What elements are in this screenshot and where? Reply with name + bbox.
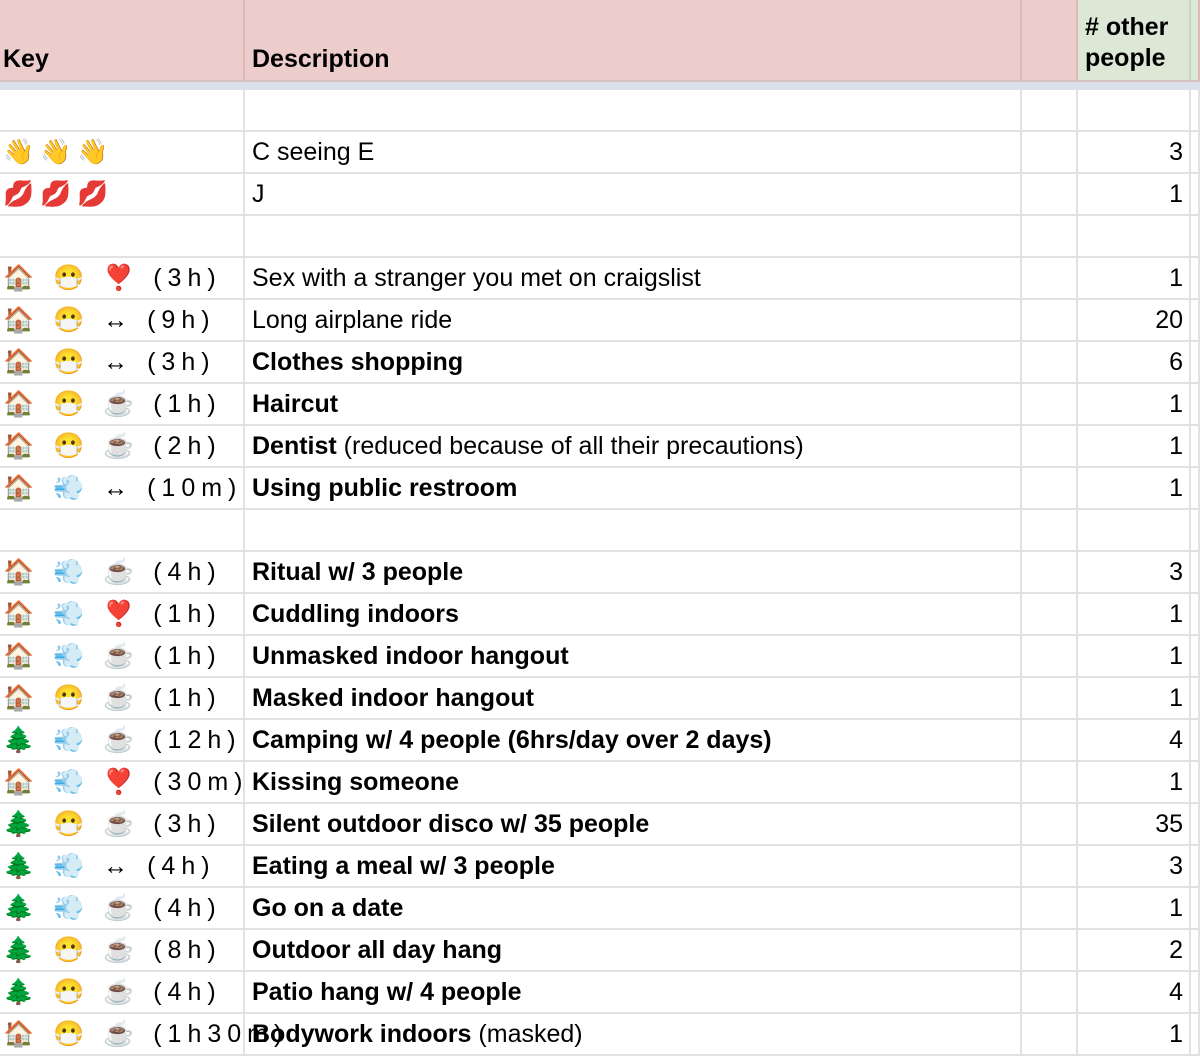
table-body xyxy=(0,90,1200,1056)
description-bold: Go on a date xyxy=(252,893,404,922)
key-cell[interactable] xyxy=(0,720,245,760)
next-cell[interactable] xyxy=(1191,258,1200,298)
description-bold: Unmasked indoor hangout xyxy=(252,641,569,670)
key-emoji-icons: 🏠 😷 ☕ (1h) xyxy=(3,683,222,712)
description-cell[interactable] xyxy=(245,132,1022,172)
description-cell[interactable] xyxy=(245,1014,1022,1054)
next-cell[interactable] xyxy=(1191,720,1200,760)
table-row xyxy=(0,594,1200,636)
table-row xyxy=(0,300,1200,342)
next-cell[interactable] xyxy=(1191,888,1200,928)
description-bold: Ritual w/ 3 people xyxy=(252,557,464,586)
next-cell[interactable] xyxy=(1191,1014,1200,1054)
table-row xyxy=(0,762,1200,804)
table-row xyxy=(0,510,1200,552)
description-cell[interactable] xyxy=(245,930,1022,970)
key-emoji-icons: 🏠 💨 ☕ (4h) xyxy=(3,557,222,586)
other-people-cell[interactable]: 1 xyxy=(1078,1014,1191,1054)
key-cell[interactable] xyxy=(0,384,245,424)
description-bold: Silent outdoor disco w/ 35 people xyxy=(252,809,650,838)
description-text: C seeing E xyxy=(252,137,375,166)
key-emoji-icons: 🏠 😷 ↔ (9h) xyxy=(3,305,216,334)
empty-cell[interactable] xyxy=(1022,678,1078,718)
description-cell[interactable] xyxy=(245,720,1022,760)
other-people-cell[interactable] xyxy=(1078,510,1191,550)
description-text: Sex with a stranger you met on craigslist xyxy=(252,263,701,292)
key-cell[interactable] xyxy=(0,1014,289,1054)
key-emoji-icons: 🏠 💨 ↔ (10m) xyxy=(3,473,243,502)
description-cell[interactable] xyxy=(245,342,1022,382)
description-bold: Dentist xyxy=(252,431,337,460)
key-cell[interactable] xyxy=(0,594,245,634)
key-emoji-icons: 🌲 😷 ☕ (3h) xyxy=(3,809,222,838)
description-cell[interactable] xyxy=(245,972,1022,1012)
empty-cell[interactable] xyxy=(1022,930,1078,970)
description-bold: Haircut xyxy=(252,389,339,418)
table-row xyxy=(0,216,1200,258)
empty-cell[interactable] xyxy=(1022,510,1078,550)
empty-cell[interactable] xyxy=(1022,1014,1078,1054)
next-cell[interactable] xyxy=(1191,384,1200,424)
key-emoji-icons: 👋👋👋 xyxy=(3,137,115,166)
table-row xyxy=(0,1014,1200,1056)
key-cell[interactable] xyxy=(0,846,245,886)
description-cell[interactable] xyxy=(245,888,1022,928)
other-people-cell[interactable]: 3 xyxy=(1078,552,1191,592)
empty-cell[interactable] xyxy=(1022,552,1078,592)
next-cell[interactable] xyxy=(1191,846,1200,886)
key-cell[interactable] xyxy=(0,972,245,1012)
next-cell[interactable] xyxy=(1191,762,1200,802)
key-cell[interactable] xyxy=(0,510,245,550)
table-row xyxy=(0,846,1200,888)
key-cell[interactable] xyxy=(0,762,249,802)
description-cell[interactable] xyxy=(245,300,1022,340)
description-cell[interactable] xyxy=(245,258,1022,298)
header-description[interactable]: Description xyxy=(245,0,1022,80)
other-people-cell[interactable]: 3 xyxy=(1078,846,1191,886)
empty-cell[interactable] xyxy=(1022,300,1078,340)
description-text: J xyxy=(252,179,265,208)
empty-cell[interactable] xyxy=(1022,846,1078,886)
key-cell[interactable] xyxy=(0,804,245,844)
next-cell[interactable] xyxy=(1191,90,1200,130)
table-row xyxy=(0,342,1200,384)
empty-cell[interactable] xyxy=(1022,258,1078,298)
key-cell[interactable] xyxy=(0,300,245,340)
empty-cell[interactable] xyxy=(1022,216,1078,256)
key-cell[interactable] xyxy=(0,888,245,928)
description-cell[interactable] xyxy=(245,636,1022,676)
description-bold: Patio hang w/ 4 people xyxy=(252,977,522,1006)
empty-cell[interactable] xyxy=(1022,384,1078,424)
table-row xyxy=(0,132,1200,174)
key-emoji-icons: 🏠 😷 ↔ (3h) xyxy=(3,347,216,376)
description-cell[interactable] xyxy=(245,678,1022,718)
next-cell[interactable] xyxy=(1191,804,1200,844)
table-row xyxy=(0,426,1200,468)
table-row xyxy=(0,552,1200,594)
next-cell[interactable] xyxy=(1191,216,1200,256)
key-emoji-icons: 🌲 😷 ☕ (8h) xyxy=(3,935,222,964)
description-bold: Camping w/ 4 people (6hrs/day over 2 days) xyxy=(252,725,772,754)
empty-cell[interactable] xyxy=(1022,90,1078,130)
header-next[interactable] xyxy=(1191,0,1200,80)
other-people-cell[interactable]: 1 xyxy=(1078,888,1191,928)
next-cell[interactable] xyxy=(1191,342,1200,382)
header-empty[interactable] xyxy=(1022,0,1078,80)
description-text: Long airplane ride xyxy=(252,305,453,334)
next-cell[interactable] xyxy=(1191,930,1200,970)
key-cell[interactable] xyxy=(0,174,245,214)
key-cell[interactable] xyxy=(0,552,245,592)
key-cell[interactable] xyxy=(0,930,245,970)
next-cell[interactable] xyxy=(1191,174,1200,214)
other-people-cell[interactable]: 1 xyxy=(1078,468,1191,508)
description-cell[interactable] xyxy=(245,426,1022,466)
other-people-cell[interactable]: 35 xyxy=(1078,804,1191,844)
key-cell[interactable] xyxy=(0,258,245,298)
empty-cell[interactable] xyxy=(1022,174,1078,214)
other-people-cell[interactable]: 1 xyxy=(1078,594,1191,634)
other-people-cell[interactable]: 1 xyxy=(1078,174,1191,214)
table-row xyxy=(0,90,1200,132)
other-people-cell[interactable]: 6 xyxy=(1078,342,1191,382)
next-cell[interactable] xyxy=(1191,300,1200,340)
table-row xyxy=(0,468,1200,510)
key-cell[interactable] xyxy=(0,636,245,676)
key-emoji-icons: 🌲 😷 ☕ (4h) xyxy=(3,977,222,1006)
description-bold: Eating a meal w/ 3 people xyxy=(252,851,555,880)
next-cell[interactable] xyxy=(1191,468,1200,508)
description-bold: Kissing someone xyxy=(252,767,459,796)
other-people-cell[interactable]: 4 xyxy=(1078,972,1191,1012)
description-cell[interactable] xyxy=(245,510,1022,550)
next-cell[interactable] xyxy=(1191,636,1200,676)
key-emoji-icons: 🏠 😷 ☕ (1h30m) xyxy=(3,1019,289,1048)
table-row xyxy=(0,888,1200,930)
key-cell[interactable] xyxy=(0,678,245,718)
description-bold: Cuddling indoors xyxy=(252,599,459,628)
other-people-cell[interactable]: 20 xyxy=(1078,300,1191,340)
description-text: (masked) xyxy=(471,1019,583,1048)
description-bold: Bodywork indoors xyxy=(252,1019,472,1048)
table-row xyxy=(0,258,1200,300)
description-bold: Masked indoor hangout xyxy=(252,683,534,712)
empty-cell[interactable] xyxy=(1022,762,1078,802)
other-people-cell[interactable] xyxy=(1078,216,1191,256)
empty-cell[interactable] xyxy=(1022,636,1078,676)
table-row xyxy=(0,930,1200,972)
other-people-cell[interactable]: 1 xyxy=(1078,426,1191,466)
next-cell[interactable] xyxy=(1191,552,1200,592)
other-people-cell[interactable] xyxy=(1078,90,1191,130)
key-emoji-icons: 🏠 😷 ☕ (1h) xyxy=(3,389,222,418)
empty-cell[interactable] xyxy=(1022,594,1078,634)
key-emoji-icons: 🌲 💨 ☕ (12h) xyxy=(3,725,242,754)
key-emoji-icons: 🏠 😷 ❣️ (3h) xyxy=(3,263,222,292)
description-bold: Outdoor all day hang xyxy=(252,935,503,964)
empty-cell[interactable] xyxy=(1022,468,1078,508)
empty-cell[interactable] xyxy=(1022,342,1078,382)
key-emoji-icons: 🌲 💨 ☕ (4h) xyxy=(3,893,222,922)
description-cell[interactable] xyxy=(245,804,1022,844)
table-row xyxy=(0,972,1200,1014)
description-cell[interactable] xyxy=(245,174,1022,214)
empty-cell[interactable] xyxy=(1022,426,1078,466)
table-row xyxy=(0,720,1200,762)
empty-cell[interactable] xyxy=(1022,972,1078,1012)
description-cell[interactable] xyxy=(245,846,1022,886)
table-row xyxy=(0,384,1200,426)
next-cell[interactable] xyxy=(1191,594,1200,634)
description-bold: Using public restroom xyxy=(252,473,518,502)
key-emoji-icons: 💋💋💋 xyxy=(3,179,115,208)
header-key[interactable]: Key xyxy=(0,0,245,80)
key-cell[interactable] xyxy=(0,426,245,466)
next-cell[interactable] xyxy=(1191,132,1200,172)
other-people-cell[interactable]: 4 xyxy=(1078,720,1191,760)
next-cell[interactable] xyxy=(1191,510,1200,550)
key-cell[interactable] xyxy=(0,342,245,382)
table-row xyxy=(0,804,1200,846)
other-people-cell[interactable]: 3 xyxy=(1078,132,1191,172)
description-cell[interactable] xyxy=(245,552,1022,592)
header-other-people[interactable]: # other people xyxy=(1078,0,1191,80)
key-emoji-icons: 🏠 😷 ☕ (2h) xyxy=(3,431,222,460)
next-cell[interactable] xyxy=(1191,678,1200,718)
description-cell[interactable] xyxy=(245,384,1022,424)
key-emoji-icons: 🏠 💨 ☕ (1h) xyxy=(3,641,222,670)
key-cell[interactable] xyxy=(0,132,245,172)
other-people-cell[interactable]: 1 xyxy=(1078,762,1191,802)
table-row xyxy=(0,174,1200,216)
key-cell[interactable] xyxy=(0,90,245,130)
key-emoji-icons: 🏠 💨 ❣️ (30m) xyxy=(3,767,249,796)
key-emoji-icons: 🏠 💨 ❣️ (1h) xyxy=(3,599,222,628)
empty-cell[interactable] xyxy=(1022,804,1078,844)
key-cell[interactable] xyxy=(0,468,245,508)
next-cell[interactable] xyxy=(1191,426,1200,466)
description-text: (reduced because of all their precautions) xyxy=(336,431,804,460)
table-row xyxy=(0,678,1200,720)
key-cell[interactable] xyxy=(0,216,245,256)
other-people-cell[interactable]: 2 xyxy=(1078,930,1191,970)
empty-cell[interactable] xyxy=(1022,888,1078,928)
description-cell[interactable] xyxy=(245,216,1022,256)
description-cell[interactable] xyxy=(245,90,1022,130)
other-people-cell[interactable]: 1 xyxy=(1078,384,1191,424)
other-people-cell[interactable]: 1 xyxy=(1078,636,1191,676)
description-cell[interactable] xyxy=(245,468,1022,508)
description-bold: Clothes shopping xyxy=(252,347,464,376)
description-cell[interactable] xyxy=(245,762,1022,802)
key-emoji-icons: 🌲 💨 ↔ (4h) xyxy=(3,851,216,880)
next-cell[interactable] xyxy=(1191,972,1200,1012)
description-cell[interactable] xyxy=(245,594,1022,634)
other-people-cell[interactable]: 1 xyxy=(1078,678,1191,718)
empty-cell[interactable] xyxy=(1022,720,1078,760)
frozen-divider[interactable] xyxy=(0,82,1200,90)
empty-cell[interactable] xyxy=(1022,132,1078,172)
header-row xyxy=(0,0,1200,82)
other-people-cell[interactable]: 1 xyxy=(1078,258,1191,298)
table-row xyxy=(0,636,1200,678)
